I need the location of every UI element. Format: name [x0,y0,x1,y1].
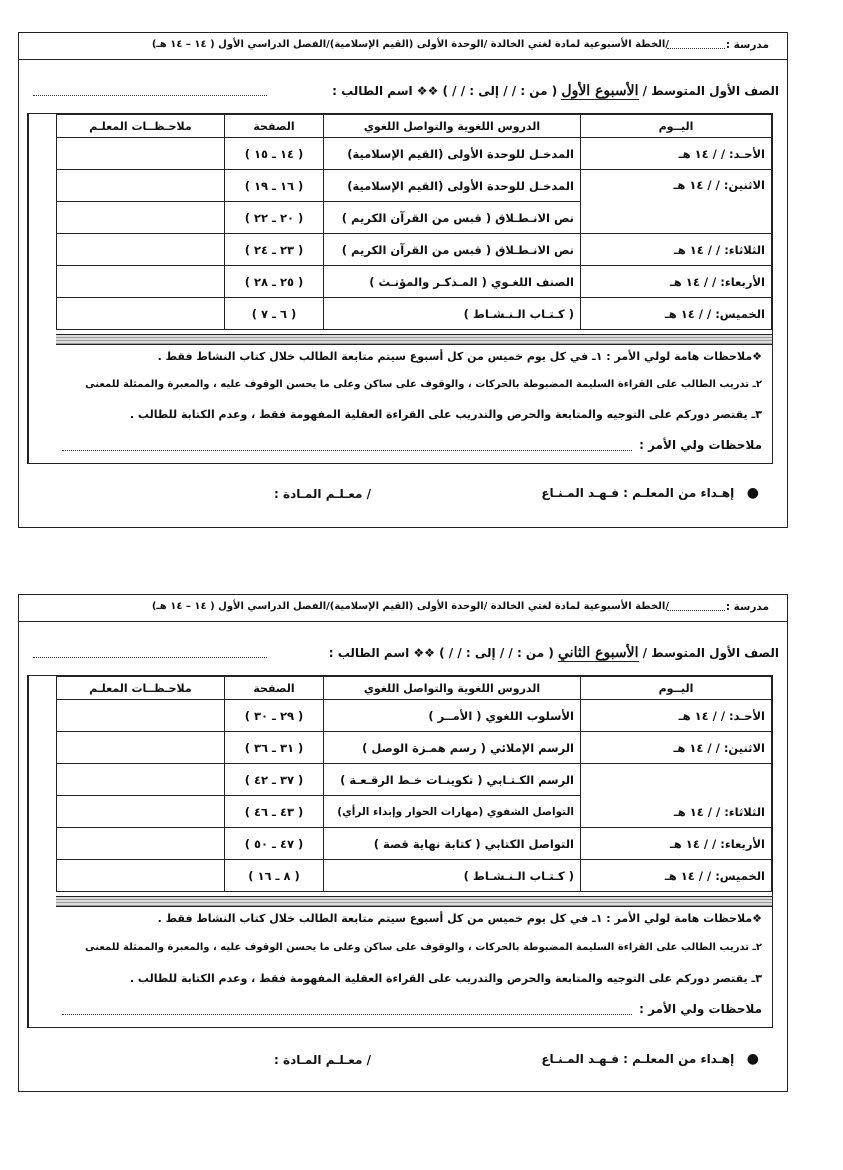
notes-cell[interactable] [57,828,225,860]
teacher-gift-line [541,1051,759,1067]
week-label: الأسبوع الثاني [558,645,639,661]
col-lessons: الدروس اللغوية والتواصل اللغوي [324,677,581,700]
notes-cell[interactable] [57,860,225,892]
col-page: الصفحة [225,677,324,700]
parent-note-2: ٢ـ تدريب الطالب على القراءة السليمة المضبوطة بالحركات ، والوقوف على ساكن وعلى ما يحسن الوقوف عليه ، والمعبرة والممثلة للمعنى [85,942,762,953]
day-cell: الخميس: / / ١٤ هـ [581,860,772,892]
schedule-table [27,675,773,1028]
page-cell: ( ٤٧ ـ ٥٠ ) [225,828,324,860]
teacher-gift: إهـداء من المعلـم : فـهـد المـنـاع [541,1052,735,1066]
page-cell: ( ٦ ـ ٧ ) [225,298,324,330]
plan-header [19,595,787,622]
class-label: الصف الأول المتوسط [651,646,779,660]
page-cell: ( ٢٩ ـ ٣٠ ) [225,700,324,732]
notes-cell[interactable] [57,764,225,796]
schedule-table [27,113,773,464]
subject-teacher-label: / معـلـم المـادة : [274,1053,371,1067]
guardian-notes-label: ملاحظات ولي الأمر : [639,1002,762,1016]
student-name-label: ❖❖ اسم الطالب : [328,646,435,660]
bullet-icon: ● [746,1051,759,1067]
guardian-notes-label: ملاحظات ولي الأمر : [639,438,762,452]
notes-cell[interactable] [57,700,225,732]
bullet-icon: ● [746,485,759,501]
notes-cell[interactable] [57,796,225,828]
table-row [57,828,772,860]
guardian-notes-field[interactable] [62,1014,632,1015]
day-cell: الخميس: / / ١٤ هـ [581,298,772,330]
col-notes: ملاحـظــات المعلـم [57,115,225,138]
plan-title: /الخطة الأسبوعية لمادة لغتي الخالدة /الوحدة الأولى (القيم الإسلامية)/الفصل الدراسي الأول ( ١٤ – ١٤ هـ) [151,39,669,50]
lesson-cell: الصنف اللغـوي ( المـذكـر والمؤنـث ) [324,266,581,298]
lesson-cell: المدخـل للوحدة الأولى (القيم الإسلامية) [324,138,581,170]
page-cell: ( ١٦ ـ ١٩ ) [225,170,324,202]
page-cell: ( ٤٣ ـ ٤٦ ) [225,796,324,828]
school-label: مدرسة : [725,39,769,51]
week-label: الأسبوع الأول [561,83,639,99]
weekly-plan-week-1 [18,32,788,528]
page-cell: ( ٢٠ ـ ٢٢ ) [225,202,324,234]
class-label: الصف الأول المتوسط [651,84,779,98]
day-cell: الاثنين: / / ١٤ هـ [581,170,772,234]
page-cell: ( ٣٧ ـ ٤٢ ) [225,764,324,796]
col-lessons: الدروس اللغوية والتواصل اللغوي [324,115,581,138]
day-cell: الثلاثاء: / / ١٤ هـ [581,764,772,828]
plan-header [19,33,787,60]
lesson-cell: الرسم الإملائي ( رسم همـزة الوصل ) [324,732,581,764]
weekly-plan-week-2 [18,594,788,1092]
lesson-cell: نص الانـطـلاق ( قبس من القرآن الكريم ) [324,202,581,234]
day-cell: الاثنين: / / ١٤ هـ [581,732,772,764]
col-page: الصفحة [225,115,324,138]
parent-note-1: ❖ملاحظات هامة لولي الأمر : ١ـ في كل يوم خميس من كل أسبوع سيتم متابعة الطالب خلال كتاب النشاط فقط . [157,912,762,925]
parent-note-3: ٣ـ يقتصر دوركم على التوجيه والمتابعة والحرص والتدريب على القراءة العقلية المفهومة فقط ، وعدم الكتابة للطالب . [129,972,762,985]
table-row [57,298,772,330]
col-day: اليــوم [581,677,772,700]
table-row [57,860,772,892]
table-row [57,170,772,202]
notes-cell[interactable] [57,138,225,170]
lesson-cell: ( كـتـاب الـنـشـاط ) [324,860,581,892]
date-range: ( من : / / إلى : / / ) [442,84,558,98]
school-label: مدرسة : [725,601,769,613]
lesson-cell: الرسم الكـتـابي ( تكوينـات خـط الرقـعـة ) [324,764,581,796]
table-row [57,234,772,266]
col-day: اليــوم [581,115,772,138]
notes-cell[interactable] [57,266,225,298]
notes-cell[interactable] [57,732,225,764]
parent-note-3: ٣ـ يقتصر دوركم على التوجيه والمتابعة والحرص والتدريب على القراءة العقلية المفهومة فقط ، وعدم الكتابة للطالب . [129,408,762,421]
date-range: ( من : / / إلى : / / ) [439,646,554,660]
teacher-gift: إهـداء من المعلـم : فـهـد المـنـاع [541,486,735,500]
student-name-field[interactable] [33,657,267,658]
lesson-cell: نص الانـطـلاق ( قبس من القرآن الكريم ) [324,234,581,266]
student-name-field[interactable] [33,95,267,96]
teacher-gift-line [541,485,759,501]
notes-cell[interactable] [57,202,225,234]
table-row [57,764,772,796]
day-cell: الأربعاء: / / ١٤ هـ [581,828,772,860]
table-row [57,266,772,298]
day-cell: الأحـد: / / ١٤ هـ [581,700,772,732]
lesson-cell: التواصل الكتابي ( كتابة نهاية قصة ) [324,828,581,860]
student-name-label: ❖❖ اسم الطالب : [332,84,439,98]
notes-cell[interactable] [57,170,225,202]
day-cell: الأربعاء: / / ١٤ هـ [581,266,772,298]
lesson-cell: ( كـتـاب الـنـشـاط ) [324,298,581,330]
table-row [57,732,772,764]
page-cell: ( ٨ ـ ١٦ ) [225,860,324,892]
guardian-notes-field[interactable] [62,450,632,451]
separator-band [56,896,772,907]
parent-note-1: ❖ملاحظات هامة لولي الأمر : ١ـ في كل يوم خميس من كل أسبوع سيتم متابعة الطالب خلال كتاب النشاط فقط . [157,350,762,363]
separator-band [56,334,772,345]
lesson-cell: التواصل الشفوي (مهارات الحوار وإبداء الرأي) [324,796,581,828]
day-cell: الثلاثاء: / / ١٤ هـ [581,234,772,266]
page-cell: ( ١٤ ـ ١٥ ) [225,138,324,170]
table-row [57,138,772,170]
lesson-cell: المدخـل للوحدة الأولى (القيم الإسلامية) [324,170,581,202]
plan-title: /الخطة الأسبوعية لمادة لغتي الخالدة /الوحدة الأولى (القيم الإسلامية)/الفصل الدراسي الأول ( ١٤ – ١٤ هـ) [151,601,669,612]
page-cell: ( ٣١ ـ ٣٦ ) [225,732,324,764]
day-cell: الأحـد: / / ١٤ هـ [581,138,772,170]
lesson-cell: الأسلوب اللغوي ( الأمــر ) [324,700,581,732]
notes-cell[interactable] [57,234,225,266]
class-week-line: الصف الأول المتوسط / الأسبوع الأول ( من : / / إلى : / / ) ❖❖ اسم الطالب : [332,83,779,99]
col-notes: ملاحـظــات المعلـم [57,677,225,700]
class-week-line: الصف الأول المتوسط / الأسبوع الثاني ( من : / / إلى : / / ) ❖❖ اسم الطالب : [328,645,779,661]
parent-note-2: ٢ـ تدريب الطالب على القراءة السليمة المضبوطة بالحركات ، والوقوف على ساكن وعلى ما يحسن الوقوف عليه ، والمعبرة والممثلة للمعنى [85,379,762,390]
table-row [57,700,772,732]
notes-cell[interactable] [57,298,225,330]
page-cell: ( ٢٥ ـ ٢٨ ) [225,266,324,298]
page-cell: ( ٢٣ ـ ٢٤ ) [225,234,324,266]
subject-teacher-label: / معـلـم المـادة : [274,487,371,501]
